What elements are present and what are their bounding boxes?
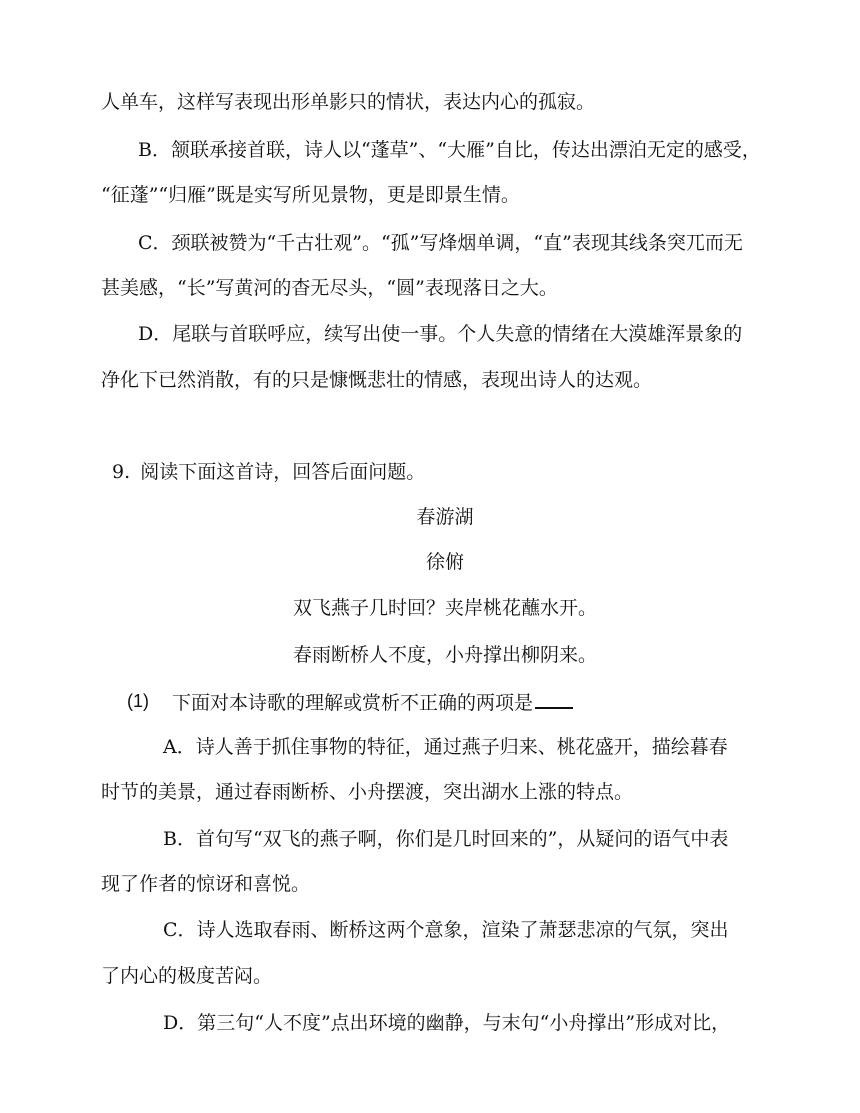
prev-option-b-line1: B．颔联承接首联，诗人以“蓬草”、“大雁”自比，传达出漂泊无定的感受， bbox=[138, 139, 761, 161]
option-c-line2: 了内心的极度苦闷。 bbox=[101, 965, 273, 987]
option-d-line1: D．第三句“人不度”点出环境的幽静，与末句“小舟撑出”形成对比， bbox=[163, 1012, 731, 1034]
prev-option-a-tail: 人单车，这样写表现出形单影只的情状，表达内心的孤寂。 bbox=[101, 91, 596, 113]
prev-option-b-line2: “征蓬”“归雁”既是实写所见景物，更是即景生情。 bbox=[101, 184, 520, 206]
poem-author: 徐俯 bbox=[425, 551, 464, 573]
option-b-line2: 现了作者的惊讶和喜悦。 bbox=[101, 873, 311, 895]
prev-option-c-line2: 甚美感，“长”写黄河的杳无尽头，“圆”表现落日之大。 bbox=[101, 277, 558, 299]
prev-option-d-line1: D．尾联与首联呼应，续写出使一事。个人失意的情绪在大漠雄浑景象的 bbox=[138, 323, 743, 345]
prev-option-c-line1: C．颈联被赞为“千古壮观”。“孤”写烽烟单调，“直”表现其线条突兀而无 bbox=[138, 232, 743, 254]
answer-blank[interactable] bbox=[535, 689, 573, 709]
subquestion-stem bbox=[172, 689, 573, 715]
subquestion-number: (1) bbox=[127, 691, 149, 711]
poem-line-2: 春雨断桥人不度，小舟撑出柳阴来。 bbox=[292, 644, 597, 666]
option-c-line1: C．诗人选取春雨、断桥这两个意象，渲染了萧瑟悲凉的气氛，突出 bbox=[163, 919, 729, 941]
prev-option-d-line2: 净化下已然消散，有的只是慷慨悲壮的情感，表现出诗人的达观。 bbox=[101, 369, 653, 391]
poem-line-1: 双飞燕子几时回？夹岸桃花蘸水开。 bbox=[292, 597, 597, 619]
poem-title: 春游湖 bbox=[416, 506, 474, 528]
option-a-line2: 时节的美景，通过春雨断桥、小舟摆渡，突出湖水上涨的特点。 bbox=[101, 781, 634, 803]
question-number: 9. bbox=[112, 461, 131, 483]
question-prompt: 阅读下面这首诗，回答后面问题。 bbox=[140, 461, 426, 483]
option-a-line1: A．诗人善于抓住事物的特征，通过燕子归来、桃花盛开，描绘暮春 bbox=[163, 736, 728, 758]
question-9-header bbox=[112, 460, 425, 484]
subquestion-stem-text: 下面对本诗歌的理解或赏析不正确的两项是 bbox=[172, 692, 534, 714]
option-b-line1: B．首句写“双飞的燕子啊，你们是几时回来的”，从疑问的语气中表 bbox=[163, 828, 729, 850]
